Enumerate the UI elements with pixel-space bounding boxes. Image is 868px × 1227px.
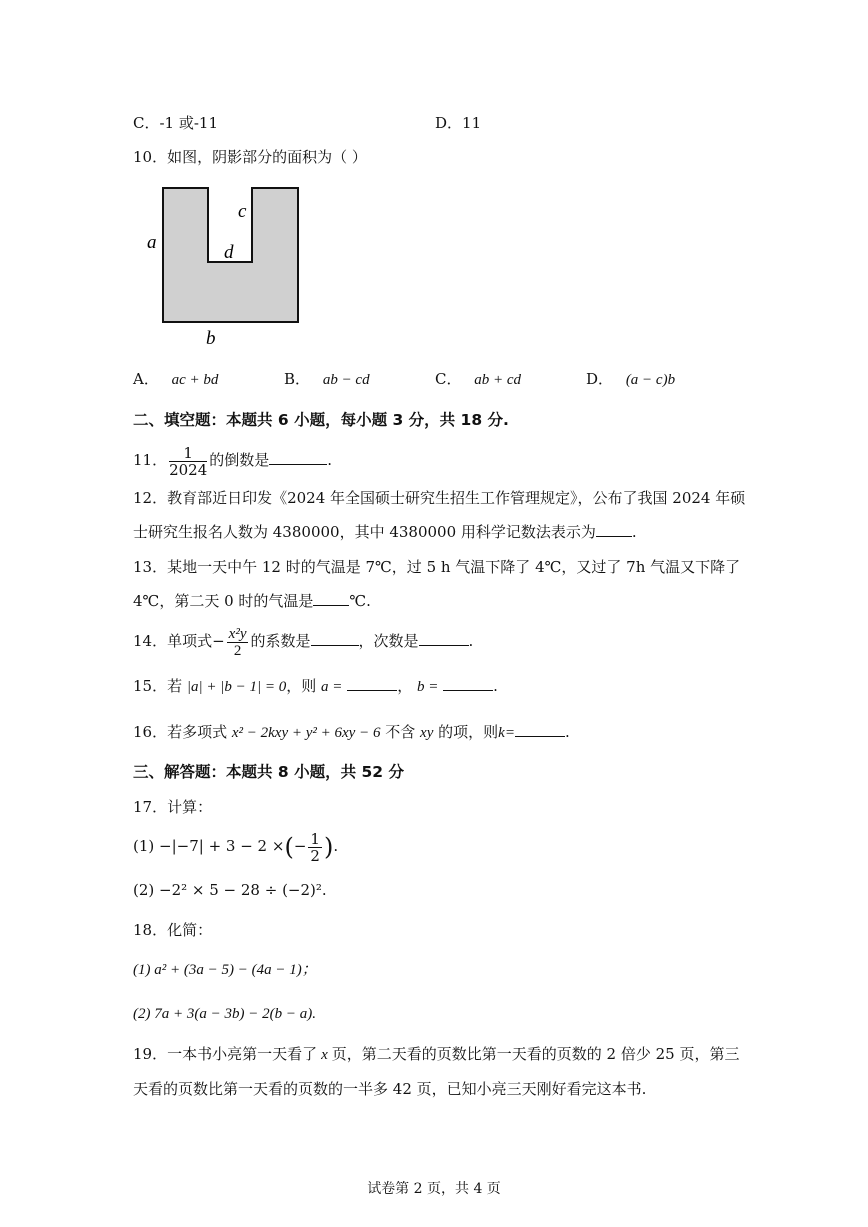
q17-part1-denominator: 2	[310, 846, 320, 865]
q13-answer-blank[interactable]	[313, 591, 349, 606]
q13-line2-text: 4℃，第二天 0 时的气温是	[133, 592, 314, 610]
q14-coefficient-blank[interactable]	[311, 631, 359, 646]
q17-part1-expr: (1) −|−7| + 3 − 2 ×	[133, 837, 285, 855]
q11-text: 的倒数是	[209, 451, 270, 469]
q16-text1: 不含	[385, 723, 416, 741]
q11	[133, 440, 332, 480]
q12-line2	[133, 522, 637, 542]
q11-numerator: 1	[169, 445, 207, 462]
q15-b-blank[interactable]	[443, 676, 493, 691]
q14-text2: ，次数是	[358, 632, 419, 650]
q17-part1-fraction	[308, 831, 322, 864]
q19-line1-text: 19．一本书小亮第一天看了	[133, 1045, 318, 1063]
q10-option-c	[435, 369, 521, 390]
q15-text: ，则	[286, 677, 317, 695]
q18-title: 18．化简：	[133, 921, 213, 939]
q17-right-paren: )	[323, 833, 334, 861]
q16-k-label: k=	[498, 725, 515, 741]
option-c-expr: ab + cd	[474, 372, 522, 388]
option-d-expr: (a − c)b	[625, 372, 676, 388]
q11-answer-blank[interactable]	[269, 450, 327, 465]
q14-denominator: 2	[233, 642, 242, 659]
q17-part1	[133, 826, 338, 867]
q16	[133, 722, 570, 743]
q18-part2: (2) 7a + 3(a − 3b) − 2(b − a).	[133, 1006, 316, 1022]
q15-b-label: b =	[417, 679, 439, 695]
q14-text1: 的系数是	[250, 632, 311, 650]
q19-line2: 天看的页数比第一天看的页数的一半多 42 页，已知小亮三天刚好看完这本书.	[133, 1080, 647, 1098]
q14-end: .	[468, 632, 474, 650]
q16-k-blank[interactable]	[515, 722, 565, 737]
q19-line1-rest: 页，第二天看的页数比第一天看的页数的 2 倍少 25 页，第三	[331, 1045, 740, 1063]
q16-xy: xy	[420, 725, 434, 741]
q17-part1-numerator: 1	[310, 829, 320, 848]
q15-prefix: 15．若	[133, 677, 183, 695]
q15-a-label: a =	[321, 679, 343, 695]
q14-degree-blank[interactable]	[419, 631, 469, 646]
section-3-heading: 三、解答题：本题共 8 小题，共 52 分	[133, 763, 404, 781]
q16-text2: 的项，则	[438, 723, 499, 741]
q15-expr: |a| + |b − 1| = 0	[186, 679, 287, 695]
q14-neg: −	[212, 632, 225, 650]
q12-answer-blank[interactable]	[596, 522, 632, 537]
q11-end: .	[327, 451, 333, 469]
q10-figure	[140, 180, 320, 350]
q10-option-d	[586, 369, 675, 390]
q17-part1-end: .	[333, 837, 339, 855]
q14-number: 14．单项式	[133, 632, 213, 650]
q10-stem: 10．如图，阴影部分的面积为（ ）	[133, 148, 367, 166]
q19-x: x	[321, 1047, 328, 1063]
q11-denominator: 2024	[169, 460, 208, 479]
option-b-label: B．	[284, 370, 311, 388]
q13-line2	[133, 591, 371, 611]
q9-option-c: C．-1 或-11	[133, 114, 219, 132]
q13-end: ℃.	[349, 592, 371, 610]
q15-a-blank[interactable]	[347, 676, 397, 691]
option-a-expr: ac + bd	[171, 372, 219, 388]
q10-option-a	[133, 369, 218, 390]
q15-sep: ，	[397, 677, 413, 695]
q15	[133, 676, 498, 697]
q12-end: .	[631, 523, 637, 541]
option-a-label: A．	[133, 370, 159, 388]
q18-part1: (1) a² + (3a − 5) − (4a − 1)；	[133, 962, 317, 978]
q14-fraction	[227, 626, 249, 659]
q16-prefix: 16．若多项式	[133, 723, 228, 741]
q15-end: .	[493, 677, 498, 695]
label-a: a	[147, 232, 157, 253]
q19-line1	[133, 1044, 739, 1065]
option-d-label: D．	[586, 370, 614, 388]
label-c: c	[238, 201, 247, 222]
q11-fraction	[169, 445, 207, 478]
label-b: b	[206, 328, 216, 349]
q16-expr: x² − 2kxy + y² + 6xy − 6	[231, 725, 381, 741]
q12-line1: 12．教育部近日印发《2024 年全国硕士研究生招生工作管理规定》，公布了我国 2024 年硕	[133, 489, 746, 507]
section-2-heading: 二、填空题：本题共 6 小题，每小题 3 分，共 18 分.	[133, 411, 509, 429]
q16-end: .	[564, 723, 570, 741]
q14	[133, 620, 473, 662]
q10-option-b	[284, 369, 370, 390]
q12-line2-text: 士研究生报名人数为 4380000，其中 4380000 用科学记数法表示为	[133, 523, 596, 541]
option-c-label: C．	[435, 370, 462, 388]
label-d: d	[224, 242, 234, 263]
q17-left-paren: (	[284, 833, 294, 861]
option-b-expr: ab − cd	[322, 372, 370, 388]
q11-number: 11．	[133, 451, 168, 469]
q9-option-d: D．11	[435, 114, 482, 132]
page-footer: 试卷第 2 页，共 4 页	[367, 1181, 501, 1197]
q13-line1: 13．某地一天中午 12 时的气温是 7℃，过 5 h 气温下降了 4℃，又过了 7h 气温又下降了	[133, 558, 741, 576]
q17-part1-neg: −	[293, 837, 307, 855]
q17-part2: (2) −2² × 5 − 28 ÷ (−2)².	[133, 881, 327, 899]
q14-numerator: x²y	[228, 625, 247, 642]
q17-title: 17．计算：	[133, 798, 213, 816]
